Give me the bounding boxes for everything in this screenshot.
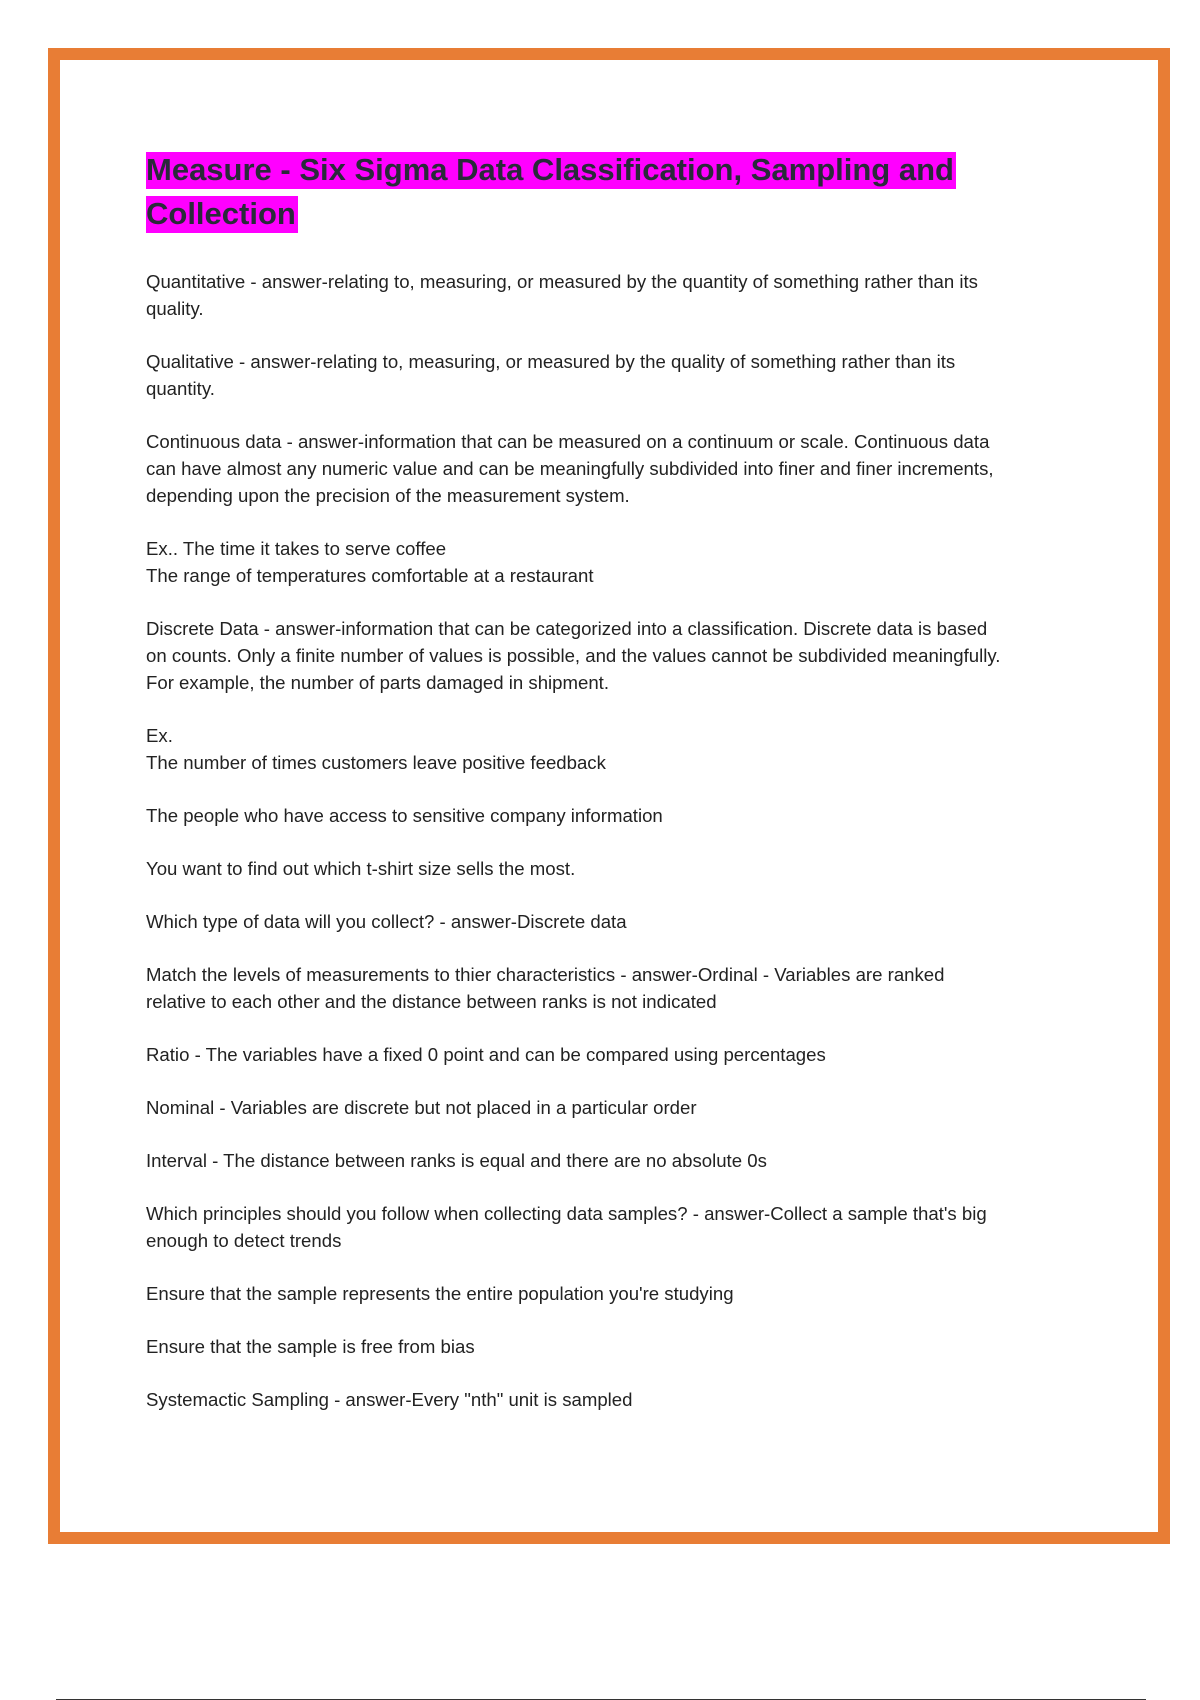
paragraph: [146, 428, 1086, 509]
paragraph: [146, 1386, 1086, 1413]
paragraph-line: Discrete Data - answer-information that can be categorized into a classification. Discrete data is based: [146, 618, 988, 639]
paragraph: [146, 535, 1086, 589]
paragraph: [146, 268, 1086, 322]
paragraph-line: Systemactic Sampling - answer-Every "nth" unit is sampled: [146, 1389, 633, 1410]
document-title: [146, 148, 966, 236]
paragraph: [146, 1041, 1086, 1068]
paragraph: [146, 615, 1086, 696]
title-highlight: [146, 152, 956, 233]
paragraph-line: relative to each other and the distance between ranks is not indicated: [146, 991, 717, 1012]
paragraph-line: Ensure that the sample is free from bias: [146, 1336, 475, 1357]
paragraph-line: Interval - The distance between ranks is equal and there are no absolute 0s: [146, 1150, 767, 1171]
paragraph-line: You want to find out which t-shirt size sells the most.: [146, 858, 576, 879]
paragraph: [146, 1147, 1086, 1174]
paragraph-line: Ensure that the sample represents the entire population you're studying: [146, 1283, 734, 1304]
paragraph-line: depending upon the precision of the measurement system.: [146, 485, 630, 506]
paragraph: [146, 1200, 1086, 1254]
paragraph: [146, 1280, 1086, 1307]
paragraph: [146, 908, 1086, 935]
paragraph-line: Nominal - Variables are discrete but not placed in a particular order: [146, 1097, 697, 1118]
paragraph: [146, 802, 1086, 829]
paragraph-line: Ratio - The variables have a fixed 0 point and can be compared using percentages: [146, 1044, 826, 1065]
paragraph-list: [146, 268, 1086, 1413]
paragraph-line: The number of times customers leave positive feedback: [146, 752, 606, 773]
paragraph-line: The range of temperatures comfortable at a restaurant: [146, 565, 594, 586]
paragraph-line: Qualitative - answer-relating to, measuring, or measured by the quality of something rather than its: [146, 351, 956, 372]
paragraph: [146, 722, 1086, 776]
paragraph: [146, 961, 1086, 1015]
paragraph-line: enough to detect trends: [146, 1230, 342, 1251]
paragraph: [146, 1333, 1086, 1360]
document-body: [146, 148, 1086, 1439]
paragraph-line: Match the levels of measurements to thier characteristics - answer-Ordinal - Variables are ranked: [146, 964, 945, 985]
paragraph-line: The people who have access to sensitive company information: [146, 805, 663, 826]
paragraph-line: For example, the number of parts damaged in shipment.: [146, 672, 610, 693]
paragraph-line: Ex.. The time it takes to serve coffee: [146, 538, 447, 559]
paragraph-line: can have almost any numeric value and can be meaningfully subdivided into finer and finer increments,: [146, 458, 994, 479]
paragraph-line: quality.: [146, 298, 204, 319]
paragraph-line: quantity.: [146, 378, 215, 399]
paragraph: [146, 348, 1086, 402]
paragraph: [146, 1094, 1086, 1121]
title-line-1: Measure - Six Sigma Data Classification, Sampling and: [146, 152, 954, 187]
paragraph-line: Which type of data will you collect? - answer-Discrete data: [146, 911, 627, 932]
paragraph-line: Ex.: [146, 725, 173, 746]
title-line-2: Collection: [146, 196, 296, 231]
paragraph-line: on counts. Only a finite number of values is possible, and the values cannot be subdivided meaningfully.: [146, 645, 1001, 666]
paragraph-line: Which principles should you follow when collecting data samples? - answer-Collect a sample that's big: [146, 1203, 987, 1224]
paragraph: [146, 855, 1086, 882]
paragraph-line: Continuous data - answer-information that can be measured on a continuum or scale. Continuous data: [146, 431, 990, 452]
paragraph-line: Quantitative - answer-relating to, measuring, or measured by the quantity of something rather than its: [146, 271, 978, 292]
